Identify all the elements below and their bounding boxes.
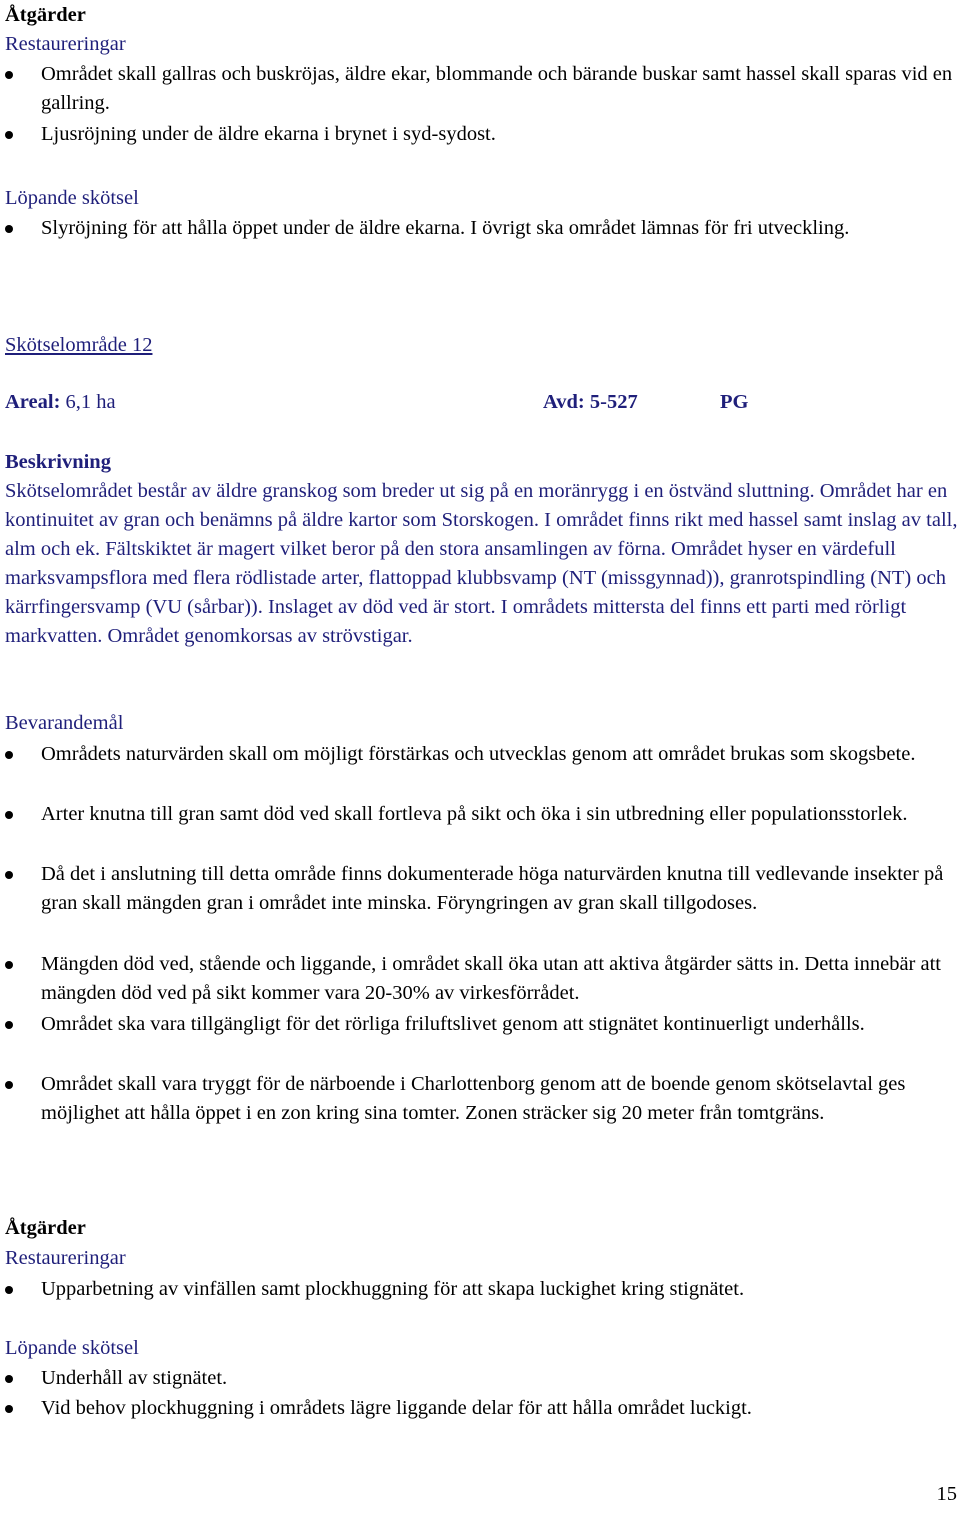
bullet-icon [5, 1375, 13, 1383]
restoration-heading: Restaureringar [5, 33, 126, 55]
description-heading: Beskrivning [5, 451, 111, 473]
bullet-icon [5, 1286, 13, 1294]
bullet-icon [5, 131, 13, 139]
bullet-icon [5, 751, 13, 759]
pg-label: PG [720, 391, 749, 413]
bullet-icon [5, 961, 13, 969]
page-number: 15 [936, 1483, 957, 1505]
maintenance-heading: Löpande skötsel [5, 187, 139, 209]
goals-heading: Bevarandemål [5, 712, 124, 734]
maintenance-heading-2: Löpande skötsel [5, 1337, 139, 1359]
restoration-heading-2: Restaureringar [5, 1247, 126, 1269]
bullet-icon [5, 225, 13, 233]
actions-heading-2: Åtgärder [5, 1217, 86, 1239]
actions-heading: Åtgärder [5, 4, 86, 26]
area-field [5, 388, 116, 417]
document-page: Åtgärder Restaureringar Området skall gallras och buskröjas, äldre ekar, blommande och bärande buskar samt hassel skall sparas vid en gallring. Ljusröjning under de äldre ekarna i brynet i syd-sydost. Löpande skötsel Slyröjning för att hålla öppet under de äldre ekarna. I övrigt ska området lämnas för fri utveckling. Skötselområde 12 Areal: 6,1 ha Avd: 5-527 PG Beskrivning Skötselområdet består av äldre granskog som breder ut sig på en moränrygg i en östvänd sluttning. Området har en kontinuitet av gran och benämns på äldre kartor som Storskogen. I området finns rikt med hassel samt inslag av tall, alm och ek. Fältskiktet är magert vilket beror på den stora ansamlingen av förna. Området hyser en värdefull marksvampsflora med flera rödlistade arter, flattoppad klubbsvamp (NT (missgynnad)), granrotspindling (NT) och kärrfingersvamp (VU (sårbar)). Inslaget av död ved är stort. I områdets mittersta del finns ett parti med rörligt markvatten. Området genomkorsas av strövstigar. Bevarandemål Områdets naturvärden skall om möjligt förstärkas och utvecklas genom att området brukas som skogsbete. Arter knutna till gran samt död ved skall fortleva på sikt och öka i sin utbredning eller populationsstorlek. Då det i anslutning till detta område finns dokumenterade höga naturvärden knutna till vedlevande insekter på gran skall mängden gran i området inte minska. Föryngringen av gran skall tillgodoses. Mängden död ved, stående och liggande, i området skall öka utan att aktiva åtgärder sätts in. Detta innebär att mängden död ved på sikt kommer vara 20-30% av virkesförrådet. Området ska vara tillgängligt för det rörliga friluftslivet genom att stignätet kontinuerligt underhålls. Området skall vara tryggt för de närboende i Charlottenborg genom att de boende genom skötselavtal ges möjlighet att hålla öppet i en zon kring sina tomter. Zonen sträcker sig 20 meter från tomtgräns. Åtgärder Restaureringar Upparbetning av vinfällen samt plockhuggning för att skapa luckighet kring stignätet. Löpande skötsel Underhåll av stignätet. Vid behov plockhuggning i områdets lägre liggande delar för att hålla området luckigt. 15 [0, 0, 960, 1519]
avd-label: Avd: 5-527 [543, 391, 638, 413]
bullet-icon [5, 871, 13, 879]
bullet-icon [5, 1081, 13, 1089]
area-title: Skötselområde 12 [5, 334, 153, 356]
description-text: Skötselområdet består av äldre granskog som breder ut sig på en moränrygg i en östvänd sluttning. Området har en kontinuitet av gran och benämns på äldre kartor som Storskogen. I området finns rikt med hassel samt inslag av tall, alm och ek. Fältskiktet är magert vilket beror på den stora ansamlingen av förna. Området hyser en värdefull marksvampsflora med flera rödlistade arter, flattoppad klubbsvamp (NT (missgynnad)), granrotspindling (NT) och kärrfingersvamp (VU (sårbar)). Inslaget av död ved är stort. I områdets mittersta del finns ett parti med rörligt markvatten. Området genomkorsas av strövstigar. [5, 480, 958, 647]
bullet-icon [5, 811, 13, 819]
bullet-icon [5, 1021, 13, 1029]
bullet-icon [5, 71, 13, 79]
area-value: 6,1 ha [65, 391, 116, 413]
bullet-icon [5, 1405, 13, 1413]
area-label: Areal: [5, 391, 61, 413]
